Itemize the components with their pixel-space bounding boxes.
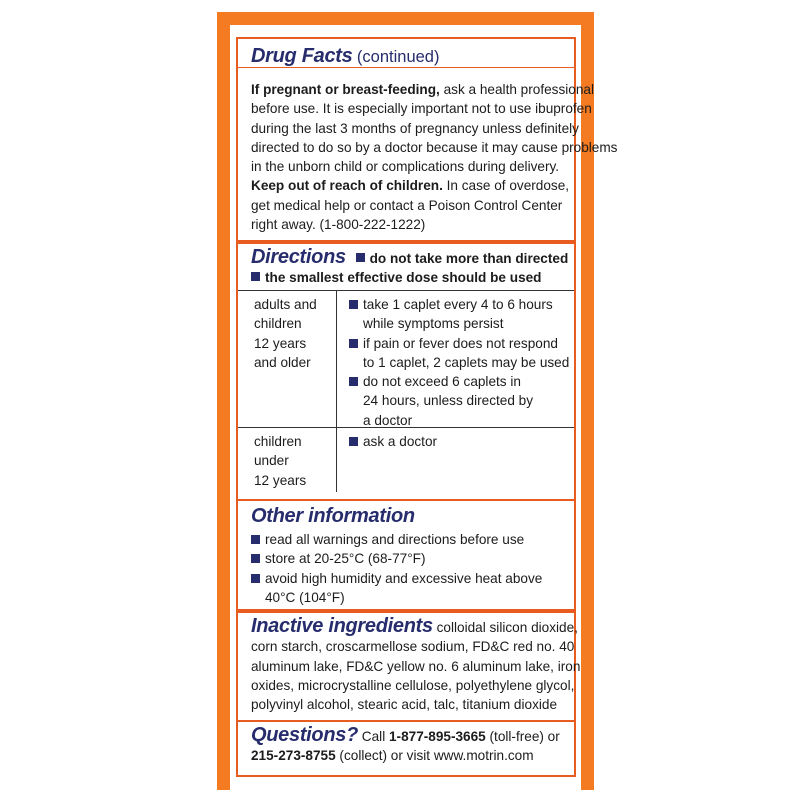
list-item [349, 372, 574, 430]
list-item [251, 569, 542, 608]
directions-bullet-1: do not take more than directed [369, 251, 569, 266]
drug-facts-title: Drug Facts [251, 45, 353, 67]
warning-text: directed to do so by a doctor because it may cause problems [251, 139, 618, 155]
directions-heading [251, 248, 568, 268]
warning-text: in the unborn child or complications during delivery. [251, 159, 560, 175]
info-text: 40°C (104°F) [265, 589, 345, 605]
dosage-text: to 1 caplet, 2 caplets may be used [363, 354, 570, 370]
other-information-section [236, 499, 576, 611]
bullet-square-icon [251, 535, 260, 544]
table-row [238, 291, 574, 427]
directions-title: Directions [251, 246, 346, 268]
age-group-text: under [254, 453, 289, 469]
age-group-cell [238, 291, 337, 427]
ingredients-text: colloidal silicon dioxide, [432, 620, 578, 635]
dosage-cell [337, 428, 574, 492]
list-item [349, 295, 574, 334]
drug-facts-panel [230, 25, 618, 790]
dosage-table [238, 290, 574, 492]
info-text: read all warnings and directions before use [265, 532, 525, 547]
warning-text: before use. It is especially important not to use ibuprofen [251, 101, 592, 117]
dosage-text: take 1 caplet every 4 to 6 hours [363, 297, 553, 312]
tollfree-note: (toll-free) or [485, 729, 560, 744]
inactive-ingredients-title: Inactive ingredients [251, 615, 433, 637]
questions-title: Questions? [251, 724, 359, 746]
list-item [251, 530, 542, 549]
pregnancy-lead: If pregnant or breast-feeding, [251, 82, 440, 97]
dosage-text: if pain or fever does not respond [363, 335, 558, 351]
bullet-square-icon [251, 554, 260, 563]
ingredients-text: polyvinyl alcohol, stearic acid, talc, titanium dioxide [251, 697, 558, 713]
ingredients-text: oxides, microcrystalline cellulose, polyethylene glycol, [251, 677, 575, 693]
tollfree-phone[interactable]: 1-877-895-3665 [389, 729, 486, 744]
dosage-text: a doctor [363, 412, 413, 428]
dosage-cell [337, 291, 574, 427]
drug-facts-section [236, 37, 618, 242]
warning-text: get medical help or contact a Poison Control Center [251, 197, 563, 213]
drug-facts-continued: (continued) [356, 48, 440, 66]
bullet-square-icon [356, 253, 365, 262]
list-item [349, 334, 574, 373]
age-group-cell [238, 428, 337, 492]
inactive-ingredients-section [236, 611, 581, 729]
dosage-text: do not exceed 6 caplets in [363, 374, 521, 390]
bullet-square-icon [349, 377, 358, 386]
list-item [349, 432, 574, 451]
ingredients-text: aluminum lake, FD&C yellow no. 6 aluminum lake, iron [251, 658, 581, 674]
directions-bullet-2-row [251, 268, 542, 287]
pregnancy-warning [251, 80, 617, 234]
age-group-text: children [254, 316, 302, 332]
collect-note: (collect) or visit www.motrin.com [335, 748, 534, 764]
package-background [217, 12, 618, 790]
collect-phone[interactable]: 215-273-8755 [251, 748, 336, 764]
children-lead: Keep out of reach of children. [251, 178, 443, 194]
directions-bullet-2: the smallest effective dose should be used [265, 270, 542, 285]
bullet-square-icon [349, 300, 358, 309]
age-group-text: 12 years [254, 472, 307, 488]
age-group-text: 12 years [254, 335, 307, 351]
age-group-text: and older [254, 354, 311, 370]
ingredients-text: corn starch, croscarmellose sodium, FD&C red no. 40 [251, 639, 575, 655]
questions-text [251, 726, 560, 766]
warning-text: ask a health professional [439, 82, 594, 97]
info-text: store at 20-25°C (68-77°F) [265, 551, 426, 567]
other-information-title: Other information [251, 505, 415, 527]
bullet-square-icon [349, 339, 358, 348]
inactive-ingredients-text [251, 617, 580, 714]
list-item [251, 549, 542, 568]
drug-facts-heading [251, 45, 439, 68]
questions-call: Call [358, 729, 389, 744]
warning-text: In case of overdose, [442, 178, 570, 194]
dosage-text: ask a doctor [363, 434, 438, 449]
warning-text: right away. (1-800-222-1222) [251, 217, 426, 233]
info-text: avoid high humidity and excessive heat above [265, 570, 543, 586]
age-group-text: children [254, 434, 302, 449]
table-row [238, 427, 574, 492]
warning-text: during the last 3 months of pregnancy unless definitely [251, 120, 579, 136]
questions-section [236, 720, 576, 777]
bullet-square-icon [349, 437, 358, 446]
dosage-text: 24 hours, unless directed by [363, 393, 534, 409]
bullet-square-icon [251, 272, 260, 281]
bullet-square-icon [251, 574, 260, 583]
other-information-list [251, 530, 542, 607]
age-group-text: adults and [254, 297, 317, 312]
directions-section [236, 242, 576, 506]
dosage-text: while symptoms persist [363, 316, 504, 332]
